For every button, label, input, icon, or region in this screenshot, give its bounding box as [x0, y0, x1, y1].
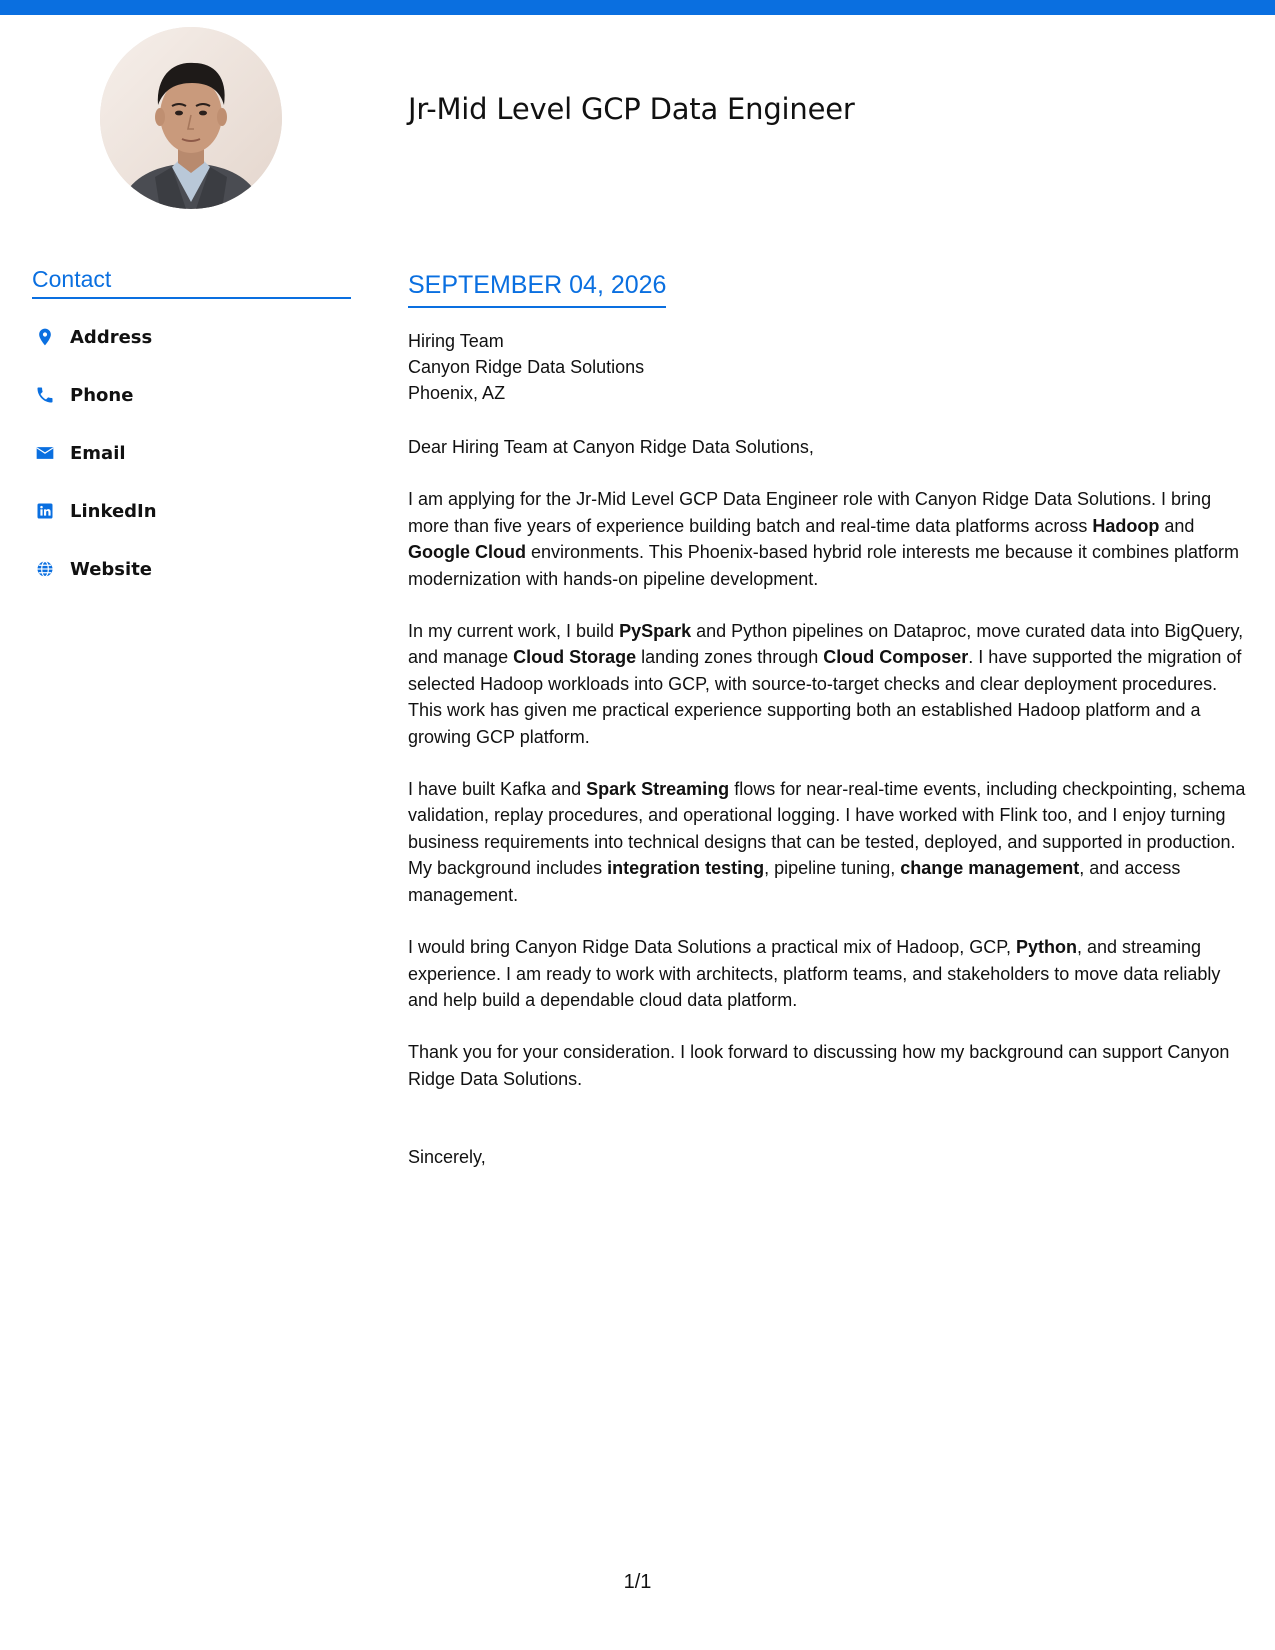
- contact-item-linkedin[interactable]: [34, 482, 334, 540]
- top-accent-bar: [0, 0, 1275, 15]
- contact-label: Email: [70, 442, 126, 464]
- emphasized-term: integration testing: [607, 858, 765, 879]
- contact-item-address[interactable]: [34, 308, 334, 366]
- letter-paragraph: [408, 776, 1253, 908]
- phone-icon: [34, 384, 56, 406]
- page-number: 1/1: [623, 1571, 652, 1593]
- paragraph-text: , pipeline tuning,: [764, 858, 901, 879]
- salutation: Dear Hiring Team at Canyon Ridge Data Solutions,: [408, 437, 814, 457]
- job-title: Jr-Mid Level GCP Data Engineer: [408, 92, 855, 126]
- letter-paragraph: [408, 1039, 1253, 1092]
- email-icon: [34, 442, 56, 464]
- contact-list: [34, 308, 334, 598]
- emphasized-term: Google Cloud: [408, 542, 526, 563]
- globe-icon: [34, 558, 56, 580]
- linkedin-icon: [34, 500, 56, 522]
- emphasized-term: Cloud Composer: [823, 647, 969, 668]
- recipient-block: [408, 328, 1253, 406]
- paragraph-text: flows for near-real-time events, including checkpointing, schema validation, replay procedures, and operational logging. I have worked with Flink too, and I enjoy turning business requirements into technical designs that can be tested, deployed, and supported in production. My background includes: [408, 779, 1246, 879]
- paragraph-text: , and streaming experience. I am ready to work with architects, platform teams, and stakeholders to move data reliably and help build a dependable cloud data platform.: [408, 937, 1221, 1010]
- paragraph-text: I have built Kafka and: [408, 779, 587, 800]
- emphasized-term: Python: [1016, 937, 1077, 958]
- contact-item-email[interactable]: [34, 424, 334, 482]
- location-pin-icon: [34, 326, 56, 348]
- emphasized-term: change management: [900, 858, 1080, 879]
- paragraph-text: landing zones through: [636, 647, 824, 668]
- contact-item-website[interactable]: [34, 540, 334, 598]
- emphasized-term: Hadoop: [1092, 515, 1160, 536]
- emphasized-term: PySpark: [619, 621, 692, 642]
- paragraph-text: In my current work, I build: [408, 621, 620, 642]
- letter-paragraph: [408, 618, 1253, 750]
- letter-paragraph: [408, 486, 1253, 592]
- letter-body: [408, 328, 1253, 1171]
- paragraph-text: , and access management.: [408, 858, 1181, 905]
- emphasized-term: Cloud Storage: [513, 647, 637, 668]
- contact-label: Phone: [70, 384, 134, 406]
- closing: Sincerely,: [408, 1147, 486, 1168]
- paragraph-text: and Python pipelines on Dataproc, move curated data into BigQuery, and manage: [408, 621, 1244, 668]
- paragraph-text: I am applying for the Jr-Mid Level GCP Data Engineer role with Canyon Ridge Data Solutions. I bring more than five years of experience building batch and real-time data platforms across: [408, 489, 1212, 536]
- recipient-line: Phoenix, AZ: [408, 383, 506, 403]
- contact-label: LinkedIn: [70, 500, 157, 522]
- letter-date: SEPTEMBER 04, 2026: [408, 271, 666, 308]
- paragraph-text: I would bring Canyon Ridge Data Solutions a practical mix of Hadoop, GCP,: [408, 937, 1016, 958]
- letter-paragraph: [408, 934, 1253, 1013]
- contact-item-phone[interactable]: [34, 366, 334, 424]
- paragraph-text: Thank you for your consideration. I look forward to discussing how my background can support Canyon Ridge Data Solutions.: [408, 1042, 1230, 1089]
- paragraph-text: and: [1159, 515, 1195, 536]
- profile-photo-illustration: [100, 27, 282, 209]
- recipient-line: Hiring Team: [408, 331, 504, 351]
- contact-heading: Contact: [32, 266, 351, 299]
- paragraph-text: environments. This Phoenix-based hybrid role interests me because it combines platform modernization with hands-on pipeline development.: [408, 542, 1239, 589]
- emphasized-term: Spark Streaming: [586, 779, 730, 800]
- recipient-line: Canyon Ridge Data Solutions: [408, 357, 645, 377]
- contact-label: Address: [70, 326, 153, 348]
- paragraph-text: . I have supported the migration of selected Hadoop workloads into GCP, with source-to-target checks and clear deployment procedures. This work has given me practical experience supporting both an established Hadoop platform and a growing GCP platform.: [408, 647, 1242, 747]
- contact-label: Website: [70, 558, 153, 580]
- profile-photo: [100, 27, 282, 209]
